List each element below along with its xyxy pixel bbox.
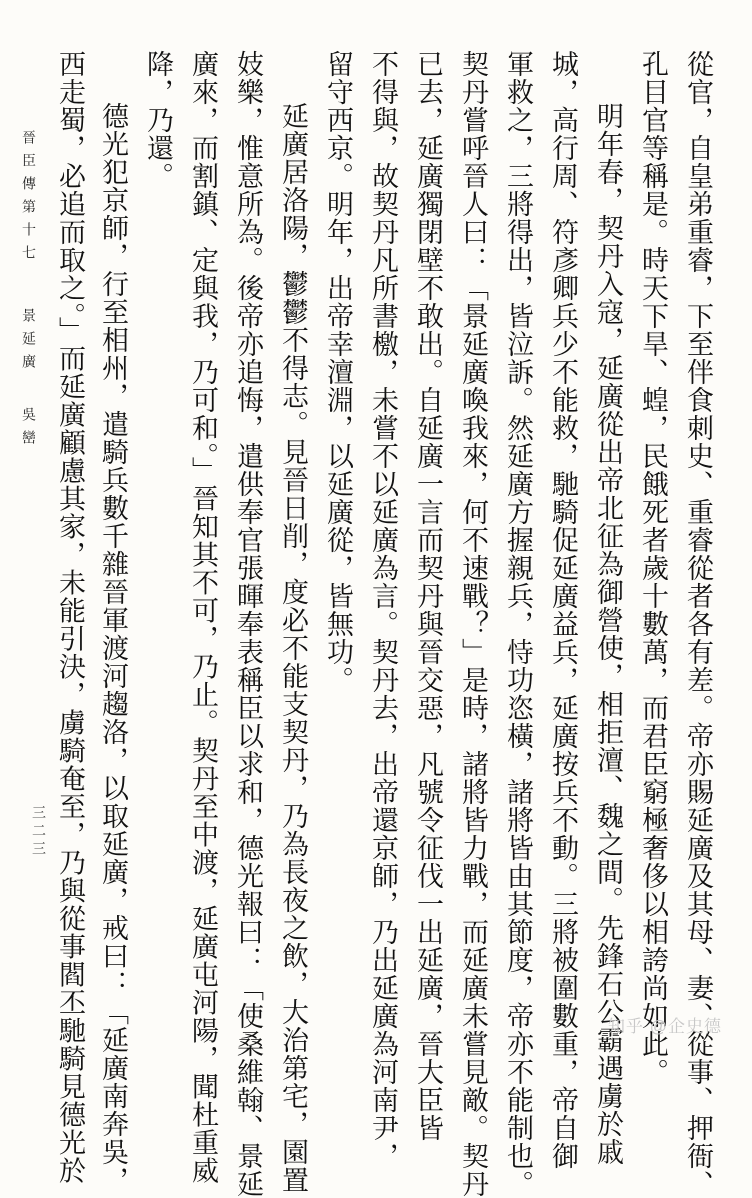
text-column: 留守西京。明年，出帝幸澶淵，以延廣從，皆無功。 xyxy=(322,50,353,694)
running-head xyxy=(18,130,38,453)
text-column: 從官，自皇弟重睿，下至伴食刺史、重睿從者各有差。帝亦賜延廣及其母、妻、從事、押衙、 xyxy=(682,50,713,1198)
page-number: 三二三 xyxy=(30,805,46,859)
text-column: 妓樂，惟意所為。後帝亦追悔，遣供奉官張暉奉表稱臣以求和，德光報曰：「使桑維翰、景延 xyxy=(232,50,263,1198)
text-column: 廣來，而割鎮、定與我，乃可和。」晉知其不可，乃止。契丹至中渡，延廣屯河陽，聞杜重威 xyxy=(187,50,218,1185)
text-column: 延廣居洛陽，鬱鬱不得志。見晉日削，度必不能支契丹，乃為長夜之飲，大治第宅，園置 xyxy=(277,102,308,1194)
text-column: 已去，延廣獨閉壁不敢出。自延廣一言而契丹與晉交惡，凡號令征伐一出延廣，晉大臣皆 xyxy=(412,50,443,1142)
text-column: 城，高行周、符彥卿兵少不能救，馳騎促延廣益兵，延廣按兵不動。三將被圍數重，帝自御 xyxy=(547,50,578,1170)
text-column: 軍救之，三將得出，皆泣訴。然延廣方握親兵，恃功恣橫，諸將皆由其節度，帝亦不能制也。 xyxy=(502,50,533,1198)
text-column: 不得與，故契丹凡所書檄，未嘗不以延廣為言。契丹去，出帝還京師，乃出延廣為河南尹， xyxy=(367,50,398,1170)
running-head-extra: 吳巒 xyxy=(20,407,36,453)
text-column: 契丹嘗呼晉人曰：「景延廣喚我來，何不速戰？」是時，諸將皆力戰，而延廣未嘗見敵。契丹 xyxy=(457,50,488,1198)
running-head-name: 景延廣 xyxy=(20,308,36,377)
watermark-text: 知乎 @企史德 xyxy=(608,1017,722,1036)
text-column: 西走蜀，必追而取之。」而延廣顧慮其家，未能引決，虜騎奄至，乃與從事閻丕馳騎見德光於 xyxy=(54,50,85,1185)
text-column: 降，乃還。 xyxy=(142,50,173,190)
text-column: 孔目官等稱是。時天下旱、蝗，民餓死者歲十數萬，而君臣窮極奢侈以相誇尚如此。 xyxy=(637,50,668,1086)
text-column: 德光犯京師，行至相州，遣騎兵數千雜晉軍渡河趨洛，以取延廣，戒曰：「延廣南奔吳， xyxy=(97,102,128,1194)
running-head-book: 晉臣傳第十七 xyxy=(20,130,36,268)
text-column: 明年春，契丹入寇，延廣從出帝北征為御營使，相拒澶、魏之間。先鋒石公霸遇虜於戚 xyxy=(592,102,623,1166)
